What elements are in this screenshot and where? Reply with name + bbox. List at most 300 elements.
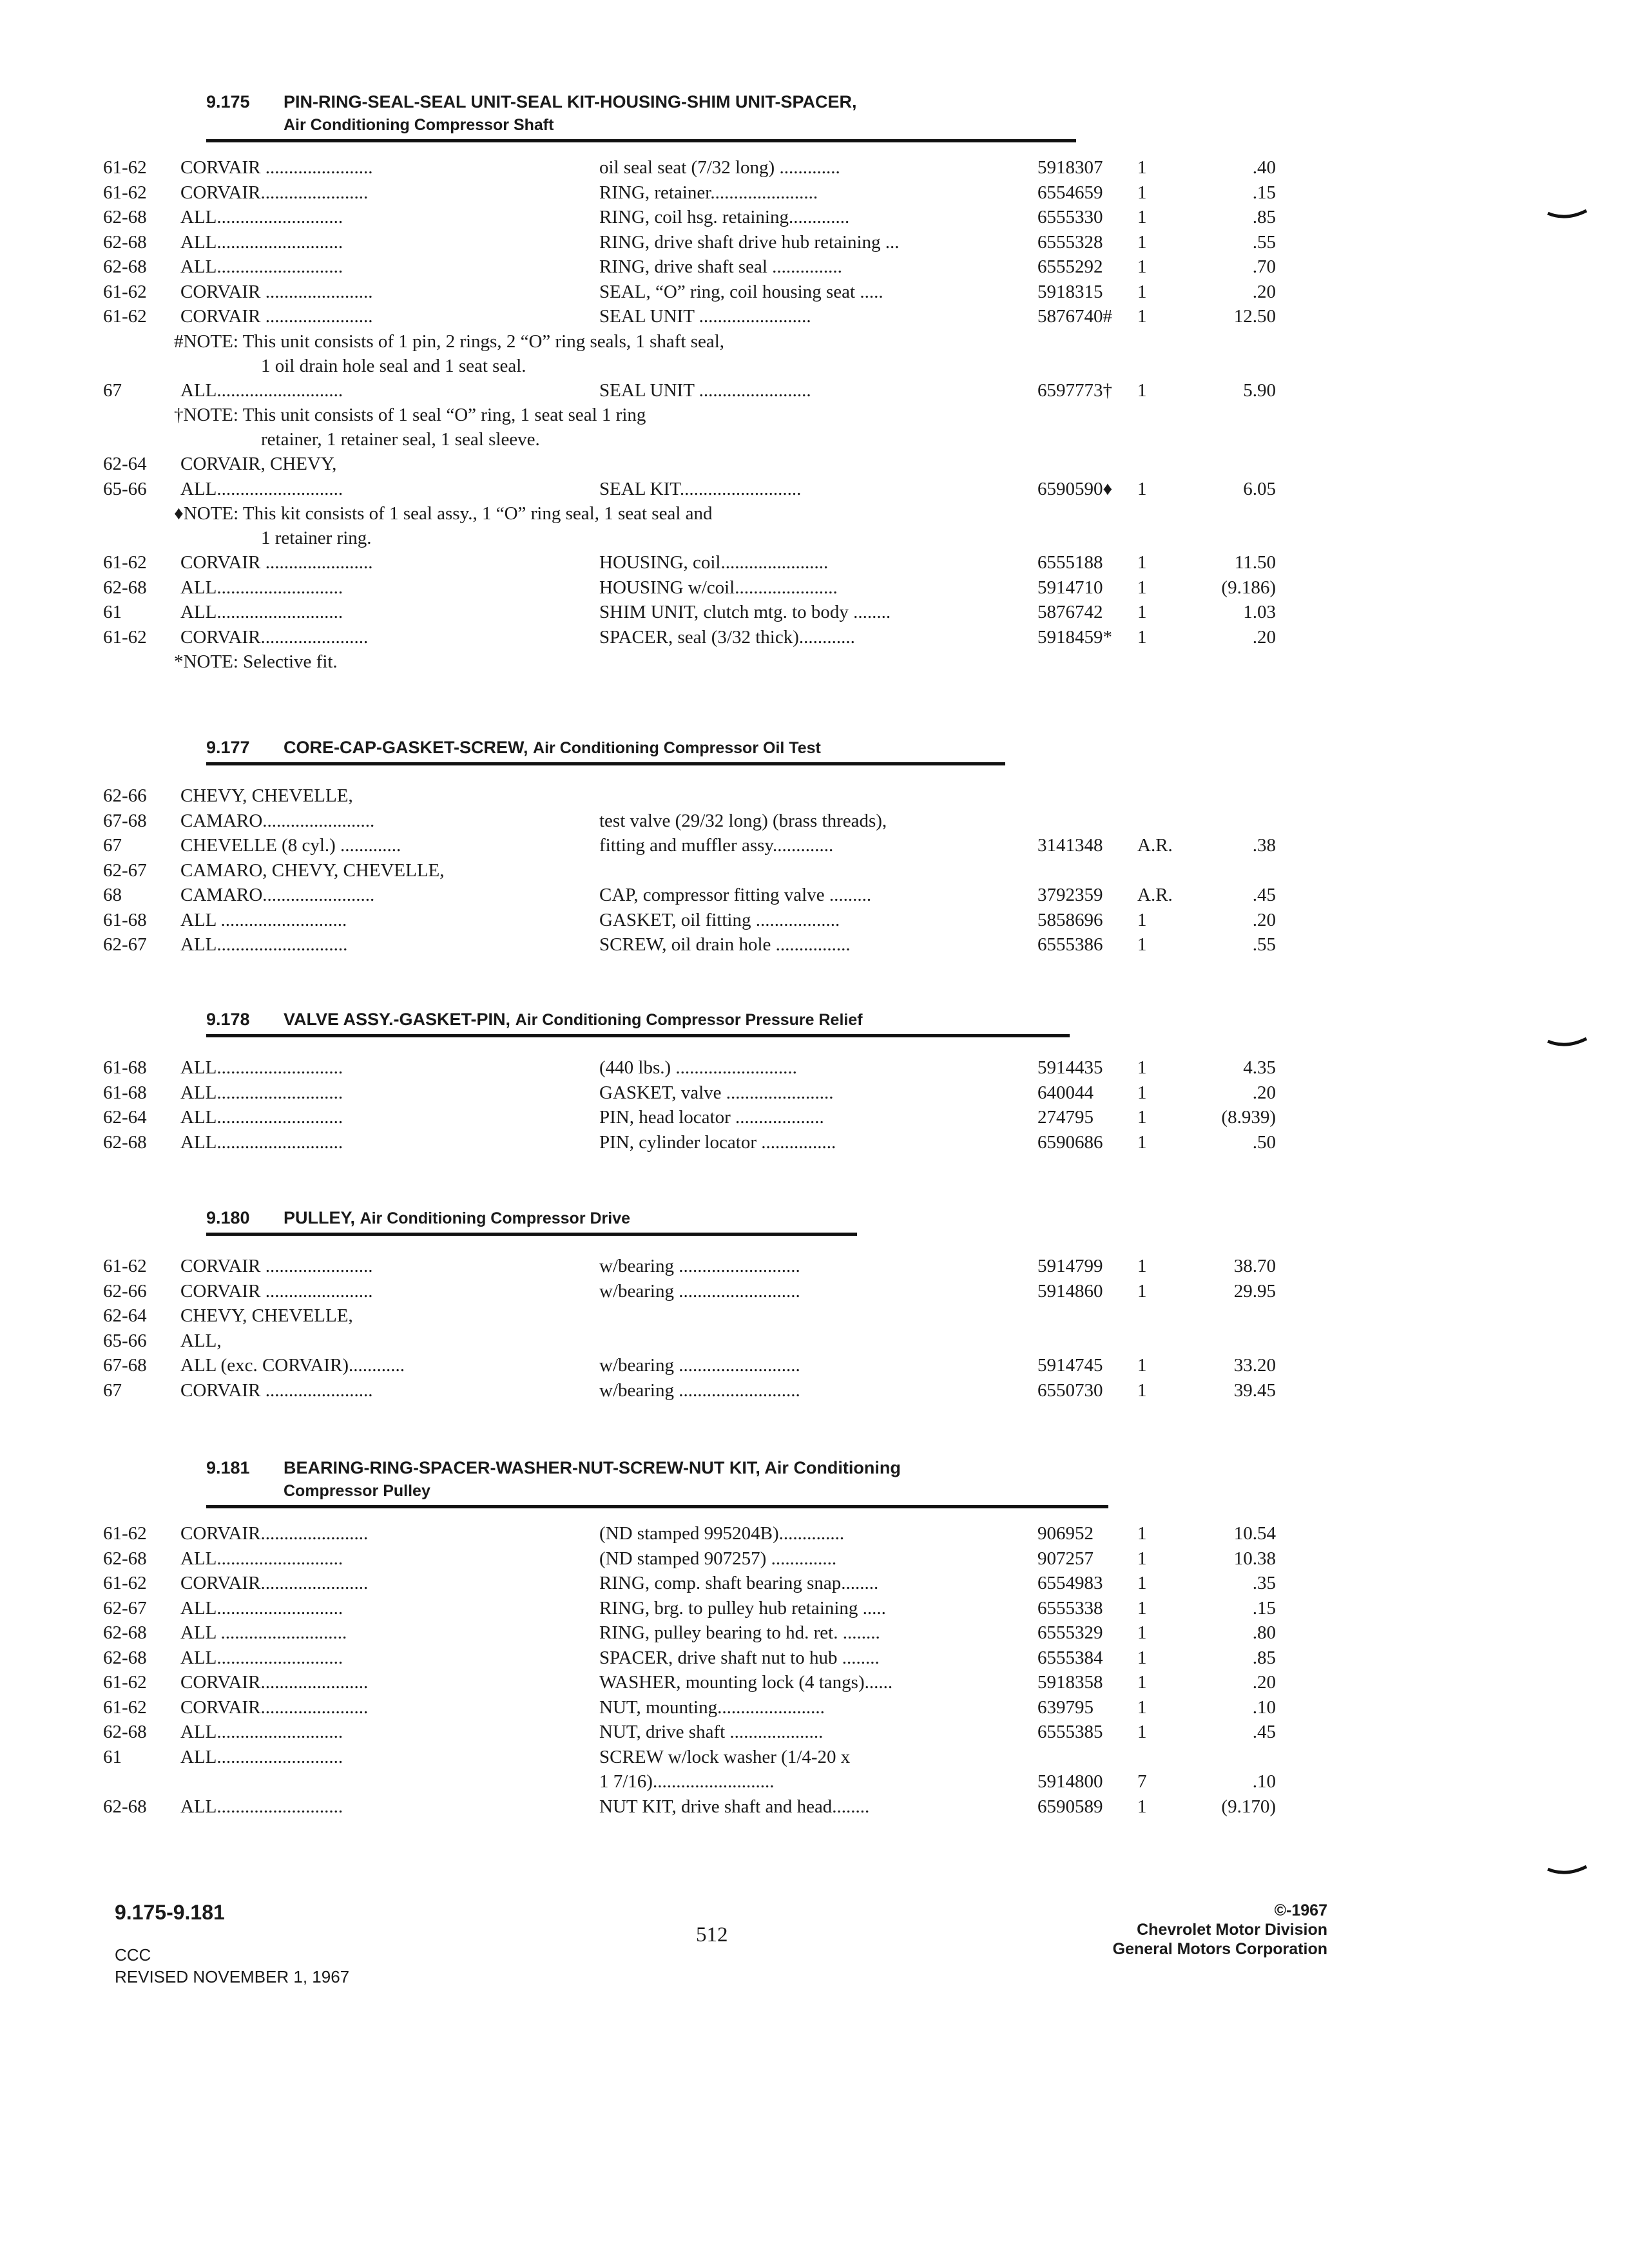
part-description: WASHER, mounting lock (4 tangs)......: [599, 1672, 893, 1693]
table-row: [103, 600, 1289, 625]
part-number: 5914860: [1037, 1280, 1103, 1302]
price: 33.20: [1233, 1355, 1276, 1376]
price: (9.186): [1221, 577, 1276, 598]
part-number: 3141348: [1037, 835, 1103, 856]
model-years: 61-68: [103, 1082, 147, 1103]
table-row: [103, 1769, 1289, 1794]
model-years: 65-66: [103, 478, 147, 499]
model-years: 61-62: [103, 306, 147, 327]
heading-rule: [206, 1034, 1070, 1037]
table-row: [103, 1720, 1289, 1745]
table-row: [103, 1303, 1289, 1329]
vehicle-model: ALL...........................: [180, 1107, 343, 1128]
table-row: [103, 1620, 1289, 1646]
quantity: 1: [1137, 1597, 1147, 1619]
model-years: 62-68: [103, 231, 147, 253]
part-description: SPACER, drive shaft nut to hub ........: [599, 1647, 880, 1668]
footer-corporation: General Motors Corporation: [1112, 1940, 1327, 1958]
price: .35: [1252, 1573, 1276, 1593]
quantity: 1: [1137, 552, 1147, 573]
quantity: 1: [1137, 157, 1147, 178]
model-years: 61-62: [103, 182, 147, 203]
part-description: w/bearing ..........................: [599, 1256, 800, 1276]
model-years: 62-68: [103, 1647, 147, 1668]
part-description: PIN, head locator ...................: [599, 1107, 824, 1128]
section-9-175: [103, 90, 1289, 674]
price: 29.95: [1233, 1280, 1276, 1302]
price: .20: [1252, 281, 1276, 302]
part-number: 6550730: [1037, 1379, 1103, 1401]
margin-mark-icon: [1547, 209, 1588, 222]
table-row: [103, 550, 1289, 575]
part-description: oil seal seat (7/32 long) .............: [599, 157, 840, 178]
quantity: 1: [1137, 1379, 1147, 1401]
price: .38: [1252, 835, 1276, 856]
part-number: 6555328: [1037, 231, 1103, 253]
vehicle-model: CORVAIR.......................: [180, 1672, 369, 1693]
parts-list: [103, 155, 1289, 674]
table-row: [103, 1646, 1289, 1671]
vehicle-model: ALL...........................: [180, 1597, 343, 1619]
footnote: [103, 649, 1289, 674]
section-number: 9.180: [206, 1208, 250, 1227]
model-years: 62-67: [103, 1597, 147, 1619]
vehicle-model: CAMARO........................: [180, 810, 375, 831]
price: (8.939): [1221, 1107, 1276, 1128]
part-number: 5876740#: [1037, 306, 1112, 327]
table-row: [103, 1329, 1289, 1354]
vehicle-model: CORVAIR, CHEVY,: [180, 454, 337, 474]
quantity: 1: [1137, 1280, 1147, 1302]
table-row: [103, 1055, 1289, 1081]
page-number: 512: [696, 1923, 728, 1946]
price: .50: [1252, 1131, 1276, 1153]
vehicle-model: ALL (exc. CORVAIR)............: [180, 1355, 405, 1376]
price: .10: [1252, 1771, 1276, 1792]
model-years: 62-64: [103, 1305, 147, 1326]
part-description: w/bearing ..........................: [599, 1355, 800, 1376]
part-number: 5918459*: [1037, 626, 1112, 648]
footnote-text: *NOTE: Selective fit.: [174, 651, 338, 672]
table-row: [103, 1596, 1289, 1621]
footer-group-range: 9.175-9.181: [115, 1901, 225, 1924]
price: 38.70: [1233, 1256, 1276, 1276]
part-description: w/bearing ..........................: [599, 1379, 800, 1401]
section-subtitle: Compressor Pulley: [284, 1482, 430, 1500]
section-heading: [206, 736, 1076, 760]
vehicle-model: CHEVY, CHEVELLE,: [180, 1305, 353, 1326]
parts-list: [103, 1055, 1289, 1155]
vehicle-model: ALL...........................: [180, 1057, 343, 1078]
part-number: 6555338: [1037, 1597, 1103, 1619]
part-number: 6554983: [1037, 1573, 1103, 1593]
price: .20: [1252, 1672, 1276, 1693]
footer-revised: REVISED NOVEMBER 1, 1967: [115, 1967, 350, 1986]
part-number: 639795: [1037, 1696, 1094, 1718]
model-years: 62-68: [103, 1796, 147, 1817]
part-number: 907257: [1037, 1548, 1094, 1569]
section-title: BEARING-RING-SPACER-WASHER-NUT-SCREW-NUT KIT, Air Conditioning: [284, 1458, 901, 1477]
section-title: VALVE ASSY.-GASKET-PIN,: [284, 1010, 511, 1029]
vehicle-model: ALL...........................: [180, 478, 343, 499]
part-description: SCREW, oil drain hole ................: [599, 934, 851, 955]
price: 6.05: [1243, 478, 1276, 499]
section-subtitle: Air Conditioning Compressor Oil Test: [533, 739, 821, 757]
model-years: 62-68: [103, 1722, 147, 1742]
footer-left: [115, 1901, 349, 1988]
quantity: 1: [1137, 1647, 1147, 1668]
part-number: 5914799: [1037, 1256, 1103, 1276]
part-number: 6554659: [1037, 182, 1103, 203]
quantity: 1: [1137, 626, 1147, 648]
quantity: 1: [1137, 577, 1147, 598]
vehicle-model: ALL,: [180, 1330, 222, 1351]
vehicle-model: CORVAIR .......................: [180, 157, 373, 178]
part-description: NUT, mounting.......................: [599, 1696, 825, 1718]
part-description: RING, coil hsg. retaining.............: [599, 207, 850, 227]
part-number: 6555330: [1037, 207, 1103, 227]
model-years: 62-66: [103, 1280, 147, 1302]
footer-right: [1070, 1901, 1327, 1959]
price: .45: [1252, 1722, 1276, 1742]
part-number: 5858696: [1037, 909, 1103, 930]
table-row: [103, 280, 1289, 305]
table-row: [103, 833, 1289, 858]
part-number: 6590590♦: [1037, 478, 1113, 499]
heading-rule: [206, 762, 1005, 765]
table-row: [103, 1105, 1289, 1130]
footnote: [103, 403, 1289, 452]
quantity: 1: [1137, 1573, 1147, 1593]
price: .20: [1252, 909, 1276, 930]
model-years: 62-67: [103, 860, 147, 881]
model-years: 62-64: [103, 454, 147, 474]
vehicle-model: CHEVY, CHEVELLE,: [180, 785, 353, 806]
quantity: 1: [1137, 1256, 1147, 1276]
table-row: [103, 155, 1289, 180]
quantity: 1: [1137, 182, 1147, 203]
section-heading: [206, 90, 1076, 137]
vehicle-model: ALL...........................: [180, 1131, 343, 1153]
price: 11.50: [1234, 552, 1276, 573]
price: 1.03: [1243, 602, 1276, 622]
price: 10.54: [1233, 1523, 1276, 1544]
part-number: 6555386: [1037, 934, 1103, 955]
part-description: SEAL KIT..........................: [599, 478, 802, 499]
price: .20: [1252, 626, 1276, 648]
part-description: SHIM UNIT, clutch mtg. to body ........: [599, 602, 891, 622]
vehicle-model: ALL...........................: [180, 1647, 343, 1668]
parts-list: [103, 1521, 1289, 1819]
parts-list: [103, 783, 1289, 957]
part-number: 5876742: [1037, 602, 1103, 622]
footnote-continuation: 1 retainer ring.: [261, 528, 372, 548]
model-years: 62-66: [103, 785, 147, 806]
model-years: 61: [103, 602, 122, 622]
part-number: 6590686: [1037, 1131, 1103, 1153]
quantity: 1: [1137, 207, 1147, 227]
model-years: 61-62: [103, 1523, 147, 1544]
vehicle-model: CORVAIR .......................: [180, 552, 373, 573]
vehicle-model: CORVAIR .......................: [180, 306, 373, 327]
price: 4.35: [1243, 1057, 1276, 1078]
quantity: 1: [1137, 1622, 1147, 1643]
margin-mark-icon: [1547, 1865, 1588, 1878]
section-9-181: [103, 1456, 1289, 1819]
model-years: 62-64: [103, 1107, 147, 1128]
heading-rule: [206, 139, 1076, 142]
table-row: [103, 1670, 1289, 1695]
quantity: 1: [1137, 1672, 1147, 1693]
part-description: (ND stamped 995204B)..............: [599, 1523, 845, 1544]
model-years: 61-68: [103, 909, 147, 930]
part-description: SEAL UNIT ........................: [599, 380, 811, 401]
vehicle-model: ALL...........................: [180, 1548, 343, 1569]
quantity: 1: [1137, 231, 1147, 253]
price: .55: [1252, 231, 1276, 253]
price: .80: [1252, 1622, 1276, 1643]
table-row: [103, 858, 1289, 883]
margin-mark-icon: [1547, 1037, 1588, 1050]
section-subtitle: Air Conditioning Compressor Pressure Relief: [515, 1011, 863, 1029]
part-description: NUT KIT, drive shaft and head........: [599, 1796, 870, 1817]
section-subtitle: Air Conditioning Compressor Shaft: [284, 116, 554, 134]
part-description: GASKET, oil fitting ..................: [599, 909, 840, 930]
heading-rule: [206, 1505, 1108, 1508]
vehicle-model: ALL............................: [180, 934, 348, 955]
quantity: 1: [1137, 306, 1147, 327]
vehicle-model: CORVAIR .......................: [180, 1280, 373, 1302]
price: .45: [1252, 885, 1276, 905]
part-number: 6555329: [1037, 1622, 1103, 1643]
part-number: 3792359: [1037, 885, 1103, 905]
table-row: [103, 883, 1289, 908]
table-row: [103, 783, 1289, 809]
table-row: [103, 1081, 1289, 1106]
section-9-180: [103, 1206, 1289, 1403]
quantity: 1: [1137, 281, 1147, 302]
model-years: 62-68: [103, 207, 147, 227]
vehicle-model: CORVAIR.......................: [180, 1696, 369, 1718]
section-title: PULLEY,: [284, 1208, 356, 1227]
section-9-178: [103, 1008, 1289, 1155]
part-description: (440 lbs.) ..........................: [599, 1057, 797, 1078]
table-row: [103, 1353, 1289, 1378]
footnote-continuation: 1 oil drain hole seal and 1 seat seal.: [261, 355, 526, 376]
quantity: 1: [1137, 1107, 1147, 1128]
part-number: 906952: [1037, 1523, 1094, 1544]
vehicle-model: ALL...........................: [180, 602, 343, 622]
model-years: 62-68: [103, 256, 147, 277]
price: .85: [1252, 1647, 1276, 1668]
footnote-text: ♦NOTE: This kit consists of 1 seal assy., 1 “O” ring seal, 1 seat seal and: [174, 503, 713, 524]
part-number: 6597773†: [1037, 380, 1112, 401]
model-years: 67: [103, 835, 122, 856]
part-number: 5914745: [1037, 1355, 1103, 1376]
quantity: 1: [1137, 380, 1147, 401]
part-description: RING, retainer.......................: [599, 182, 818, 203]
table-row: [103, 1254, 1289, 1279]
part-description: RING, pulley bearing to hd. ret. ........: [599, 1622, 880, 1643]
vehicle-model: CAMARO, CHEVY, CHEVELLE,: [180, 860, 445, 881]
quantity: 1: [1137, 1548, 1147, 1569]
vehicle-model: CHEVELLE (8 cyl.) .............: [180, 835, 401, 856]
footer-code: CCC: [115, 1945, 151, 1965]
quantity: 1: [1137, 1057, 1147, 1078]
vehicle-model: ALL ...........................: [180, 1622, 347, 1643]
part-description: HOUSING, coil.......................: [599, 552, 829, 573]
footnote-text: #NOTE: This unit consists of 1 pin, 2 rings, 2 “O” ring seals, 1 shaft seal,: [174, 331, 725, 352]
table-row: [103, 1794, 1289, 1820]
part-description: CAP, compressor fitting valve .........: [599, 885, 872, 905]
table-row: [103, 1571, 1289, 1596]
part-number: 5914710: [1037, 577, 1103, 598]
section-heading: [206, 1456, 1076, 1503]
section-title: PIN-RING-SEAL-SEAL UNIT-SEAL KIT-HOUSING-SHIM UNIT-SPACER,: [284, 92, 857, 111]
vehicle-model: CORVAIR.......................: [180, 1523, 369, 1544]
model-years: 62-68: [103, 1131, 147, 1153]
section-number: 9.181: [206, 1458, 250, 1477]
part-description: RING, comp. shaft bearing snap........: [599, 1573, 879, 1593]
part-number: 6555188: [1037, 552, 1103, 573]
vehicle-model: ALL...........................: [180, 577, 343, 598]
model-years: 61-62: [103, 1696, 147, 1718]
table-row: [103, 1279, 1289, 1304]
model-years: 62-67: [103, 934, 147, 955]
vehicle-model: CORVAIR .......................: [180, 1379, 373, 1401]
model-years: 61-62: [103, 281, 147, 302]
heading-rule: [206, 1233, 857, 1236]
part-description: test valve (29/32 long) (brass threads),: [599, 810, 887, 831]
quantity: 1: [1137, 478, 1147, 499]
quantity: 1: [1137, 1796, 1147, 1817]
quantity: 7: [1137, 1771, 1147, 1792]
vehicle-model: ALL...........................: [180, 231, 343, 253]
table-row: [103, 908, 1289, 933]
vehicle-model: ALL...........................: [180, 1746, 343, 1767]
table-row: [103, 180, 1289, 206]
part-description: w/bearing ..........................: [599, 1280, 800, 1302]
footnote: [103, 329, 1289, 378]
part-description: NUT, drive shaft ....................: [599, 1722, 824, 1742]
vehicle-model: ALL...........................: [180, 256, 343, 277]
model-years: 61-62: [103, 1573, 147, 1593]
table-row: [103, 1546, 1289, 1571]
table-row: [103, 1521, 1289, 1546]
quantity: 1: [1137, 934, 1147, 955]
table-row: [103, 378, 1289, 403]
part-number: 5918315: [1037, 281, 1103, 302]
part-number: 5914800: [1037, 1771, 1103, 1792]
vehicle-model: CORVAIR.......................: [180, 1573, 369, 1593]
price: .40: [1252, 157, 1276, 178]
table-row: [103, 809, 1289, 834]
model-years: 62-68: [103, 1622, 147, 1643]
quantity: 1: [1137, 602, 1147, 622]
price: .55: [1252, 934, 1276, 955]
model-years: 67: [103, 380, 122, 401]
part-description: SEAL, “O” ring, coil housing seat .....: [599, 281, 883, 302]
vehicle-model: CAMARO........................: [180, 885, 375, 905]
table-row: [103, 932, 1289, 957]
part-number: 6555292: [1037, 256, 1103, 277]
footnote-continuation: retainer, 1 retainer seal, 1 seal sleeve.: [261, 429, 540, 450]
quantity: 1: [1137, 1131, 1147, 1153]
vehicle-model: ALL...........................: [180, 1722, 343, 1742]
table-row: [103, 1745, 1289, 1770]
part-number: 6555384: [1037, 1647, 1103, 1668]
footnote-text: †NOTE: This unit consists of 1 seal “O” ring, 1 seat seal 1 ring: [174, 405, 646, 425]
model-years: 68: [103, 885, 122, 905]
table-row: [103, 1695, 1289, 1720]
section-title: CORE-CAP-GASKET-SCREW,: [284, 738, 528, 757]
part-description: HOUSING w/coil......................: [599, 577, 838, 598]
part-number: 6590589: [1037, 1796, 1103, 1817]
part-description: fitting and muffler assy.............: [599, 835, 834, 856]
part-description: RING, drive shaft seal ...............: [599, 256, 842, 277]
footer-copyright: ©-1967: [1274, 1901, 1327, 1919]
quantity: 1: [1137, 1722, 1147, 1742]
price: .20: [1252, 1082, 1276, 1103]
model-years: 61: [103, 1746, 122, 1767]
parts-list: [103, 1254, 1289, 1403]
vehicle-model: CORVAIR .......................: [180, 281, 373, 302]
section-number: 9.177: [206, 738, 250, 757]
quantity: A.R.: [1137, 835, 1173, 856]
price: .70: [1252, 256, 1276, 277]
table-row: [103, 205, 1289, 230]
vehicle-model: CORVAIR.......................: [180, 182, 369, 203]
section-subtitle: Air Conditioning Compressor Drive: [360, 1209, 631, 1227]
part-description: GASKET, valve .......................: [599, 1082, 834, 1103]
table-row: [103, 452, 1289, 477]
price: .15: [1252, 1597, 1276, 1619]
part-description: PIN, cylinder locator ................: [599, 1131, 836, 1153]
model-years: 61-62: [103, 626, 147, 648]
model-years: 61-62: [103, 157, 147, 178]
part-description: RING, drive shaft drive hub retaining ...: [599, 231, 900, 253]
footnote: [103, 501, 1289, 550]
model-years: 61-62: [103, 1672, 147, 1693]
quantity: 1: [1137, 1355, 1147, 1376]
table-row: [103, 477, 1289, 502]
part-description: RING, brg. to pulley hub retaining .....: [599, 1597, 886, 1619]
price: 12.50: [1233, 306, 1276, 327]
model-years: 67: [103, 1379, 122, 1401]
model-years: 67-68: [103, 1355, 147, 1376]
price: 39.45: [1233, 1379, 1276, 1401]
part-number: 274795: [1037, 1107, 1094, 1128]
part-number: 5914435: [1037, 1057, 1103, 1078]
part-description: (ND stamped 907257) ..............: [599, 1548, 837, 1569]
model-years: 67-68: [103, 810, 147, 831]
vehicle-model: ALL...........................: [180, 1796, 343, 1817]
quantity: A.R.: [1137, 885, 1173, 905]
quantity: 1: [1137, 256, 1147, 277]
table-row: [103, 230, 1289, 255]
quantity: 1: [1137, 909, 1147, 930]
vehicle-model: ALL...........................: [180, 380, 343, 401]
price: 10.38: [1233, 1548, 1276, 1569]
part-description: SEAL UNIT ........................: [599, 306, 811, 327]
section-9-177: [103, 736, 1289, 957]
part-number: 5918358: [1037, 1672, 1103, 1693]
model-years: 61-62: [103, 552, 147, 573]
table-row: [103, 1130, 1289, 1155]
vehicle-model: CORVAIR .......................: [180, 1256, 373, 1276]
price: .85: [1252, 207, 1276, 227]
price: (9.170): [1221, 1796, 1276, 1817]
